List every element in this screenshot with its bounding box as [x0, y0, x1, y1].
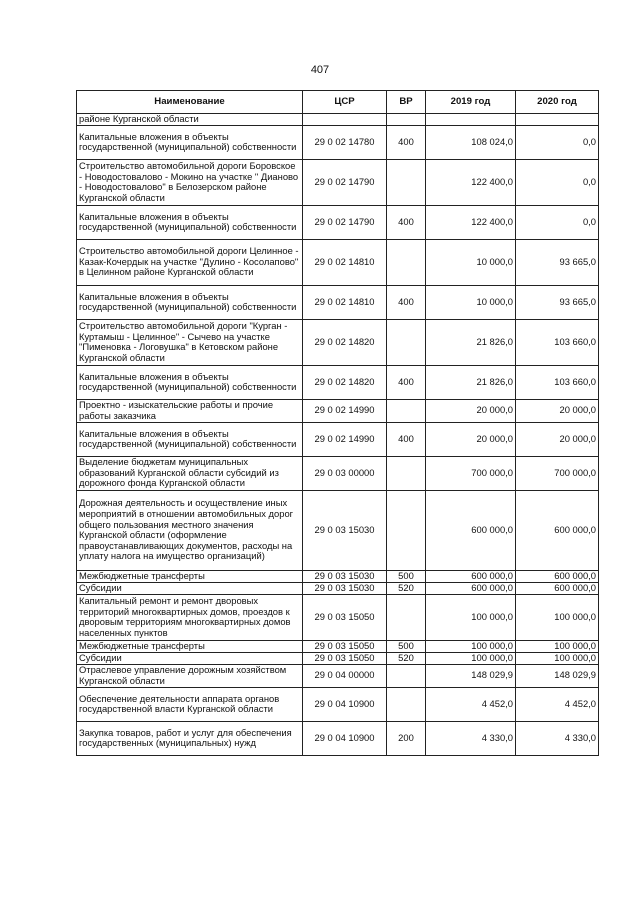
row-vr: 500 [387, 570, 426, 582]
row-name: Капитальные вложения в объекты государственной (муниципальной) собственности [77, 125, 303, 159]
row-name: Капитальные вложения в объекты государственной (муниципальной) собственности [77, 205, 303, 239]
table-row [77, 125, 599, 159]
row-vr: 400 [387, 285, 426, 319]
row-vr [387, 399, 426, 422]
row-csr [303, 114, 387, 126]
row-name: Выделение бюджетам муниципальных образований Курганской области субсидий из дорожного фонда Курганской области [77, 456, 303, 490]
row-2020: 93 665,0 [516, 285, 599, 319]
row-csr: 29 0 04 10900 [303, 687, 387, 721]
row-2019: 100 000,0 [426, 652, 516, 664]
row-csr: 29 0 02 14820 [303, 319, 387, 365]
row-name: районе Курганской области [77, 114, 303, 126]
table-row [77, 159, 599, 205]
table-row [77, 239, 599, 285]
table-row [77, 490, 599, 570]
row-csr: 29 0 03 15050 [303, 594, 387, 640]
row-2019: 21 826,0 [426, 365, 516, 399]
row-2020 [516, 114, 599, 126]
row-2019: 4 452,0 [426, 687, 516, 721]
row-2019: 10 000,0 [426, 239, 516, 285]
header-2020: 2020 год [516, 91, 599, 114]
row-name: Дорожная деятельность и осуществление иных мероприятий в отношении автомобильных дорог общего пользования местного значения Курганской области (оформление правоустанавливающих документов, расходы на уплату налога на имущество организаций) [77, 490, 303, 570]
table-row [77, 652, 599, 664]
row-csr: 29 0 02 14810 [303, 239, 387, 285]
row-vr: 520 [387, 652, 426, 664]
row-name: Строительство автомобильной дороги Боровское - Новодостовалово - Мокино на участке " Дианово - Новодостовалово" в Белозерском районе Курганской области [77, 159, 303, 205]
row-csr: 29 0 02 14990 [303, 422, 387, 456]
row-vr [387, 664, 426, 687]
page-number: 407 [310, 64, 330, 76]
row-vr: 500 [387, 640, 426, 652]
row-2020: 20 000,0 [516, 422, 599, 456]
table-header-row [77, 91, 599, 114]
table-row [77, 721, 599, 755]
row-2019: 700 000,0 [426, 456, 516, 490]
row-vr: 200 [387, 721, 426, 755]
row-vr [387, 687, 426, 721]
row-csr: 29 0 03 15030 [303, 582, 387, 594]
row-2019: 21 826,0 [426, 319, 516, 365]
table-row [77, 114, 599, 126]
row-name: Обеспечение деятельности аппарата органов государственной власти Курганской области [77, 687, 303, 721]
row-2020: 148 029,9 [516, 664, 599, 687]
row-vr: 400 [387, 422, 426, 456]
table-row [77, 570, 599, 582]
row-csr: 29 0 03 15030 [303, 490, 387, 570]
row-vr [387, 319, 426, 365]
row-vr: 520 [387, 582, 426, 594]
table-row [77, 319, 599, 365]
row-2020: 700 000,0 [516, 456, 599, 490]
row-vr [387, 239, 426, 285]
row-csr: 29 0 03 15050 [303, 640, 387, 652]
row-2019: 100 000,0 [426, 594, 516, 640]
row-2020: 103 660,0 [516, 319, 599, 365]
table-row [77, 285, 599, 319]
row-name: Закупка товаров, работ и услуг для обеспечения государственных (муниципальных) нужд [77, 721, 303, 755]
row-vr [387, 159, 426, 205]
row-vr [387, 490, 426, 570]
row-csr: 29 0 02 14820 [303, 365, 387, 399]
row-name: Межбюджетные трансферты [77, 570, 303, 582]
row-2020: 20 000,0 [516, 399, 599, 422]
row-vr: 400 [387, 125, 426, 159]
row-csr: 29 0 04 10900 [303, 721, 387, 755]
row-2019: 148 029,9 [426, 664, 516, 687]
table-row [77, 456, 599, 490]
row-vr: 400 [387, 365, 426, 399]
row-vr [387, 456, 426, 490]
row-csr: 29 0 02 14990 [303, 399, 387, 422]
row-vr [387, 594, 426, 640]
row-2020: 600 000,0 [516, 490, 599, 570]
row-2020: 0,0 [516, 159, 599, 205]
row-name: Субсидии [77, 582, 303, 594]
row-csr: 29 0 02 14780 [303, 125, 387, 159]
row-name: Капитальный ремонт и ремонт дворовых территорий многоквартирных домов, проездов к дворовым территориям многоквартирных домов населенных пунктов [77, 594, 303, 640]
table-row [77, 687, 599, 721]
table-row [77, 582, 599, 594]
table-row [77, 399, 599, 422]
table-row [77, 640, 599, 652]
row-name: Отраслевое управление дорожным хозяйством Курганской области [77, 664, 303, 687]
row-2020: 0,0 [516, 205, 599, 239]
row-2019: 10 000,0 [426, 285, 516, 319]
row-csr: 29 0 02 14810 [303, 285, 387, 319]
table-row [77, 205, 599, 239]
row-name: Капитальные вложения в объекты государственной (муниципальной) собственности [77, 365, 303, 399]
header-2019: 2019 год [426, 91, 516, 114]
row-2020: 600 000,0 [516, 570, 599, 582]
row-2019: 122 400,0 [426, 159, 516, 205]
row-2020: 4 452,0 [516, 687, 599, 721]
row-2019: 600 000,0 [426, 570, 516, 582]
row-name: Субсидии [77, 652, 303, 664]
row-2020: 100 000,0 [516, 594, 599, 640]
row-2019: 600 000,0 [426, 490, 516, 570]
row-csr: 29 0 02 14790 [303, 205, 387, 239]
budget-table [76, 90, 599, 756]
row-2019: 20 000,0 [426, 399, 516, 422]
row-2020: 100 000,0 [516, 652, 599, 664]
row-2019: 600 000,0 [426, 582, 516, 594]
table-row [77, 594, 599, 640]
row-name: Строительство автомобильной дороги Целинное - Казак-Кочердык на участке "Дулино - Косолапово" в Целинном районе Курганской области [77, 239, 303, 285]
row-2019: 4 330,0 [426, 721, 516, 755]
row-csr: 29 0 03 15050 [303, 652, 387, 664]
row-csr: 29 0 03 15030 [303, 570, 387, 582]
table-row [77, 422, 599, 456]
header-name: Наименование [77, 91, 303, 114]
row-vr [387, 114, 426, 126]
row-name: Капитальные вложения в объекты государственной (муниципальной) собственности [77, 285, 303, 319]
row-2020: 103 660,0 [516, 365, 599, 399]
row-2020: 0,0 [516, 125, 599, 159]
row-vr: 400 [387, 205, 426, 239]
header-vr: ВР [387, 91, 426, 114]
row-2019: 108 024,0 [426, 125, 516, 159]
header-csr: ЦСР [303, 91, 387, 114]
row-2020: 600 000,0 [516, 582, 599, 594]
row-csr: 29 0 02 14790 [303, 159, 387, 205]
row-csr: 29 0 03 00000 [303, 456, 387, 490]
row-name: Проектно - изыскательские работы и прочие работы заказчика [77, 399, 303, 422]
row-2020: 93 665,0 [516, 239, 599, 285]
row-2019 [426, 114, 516, 126]
row-name: Межбюджетные трансферты [77, 640, 303, 652]
row-2019: 100 000,0 [426, 640, 516, 652]
row-2019: 20 000,0 [426, 422, 516, 456]
row-csr: 29 0 04 00000 [303, 664, 387, 687]
table-row [77, 365, 599, 399]
table-row [77, 664, 599, 687]
row-2019: 122 400,0 [426, 205, 516, 239]
row-2020: 4 330,0 [516, 721, 599, 755]
row-2020: 100 000,0 [516, 640, 599, 652]
row-name: Строительство автомобильной дороги "Курган - Куртамыш - Целинное" - Сычево на участке "Пименовка - Логовушка" в Кетовском районе Курганской области [77, 319, 303, 365]
row-name: Капитальные вложения в объекты государственной (муниципальной) собственности [77, 422, 303, 456]
